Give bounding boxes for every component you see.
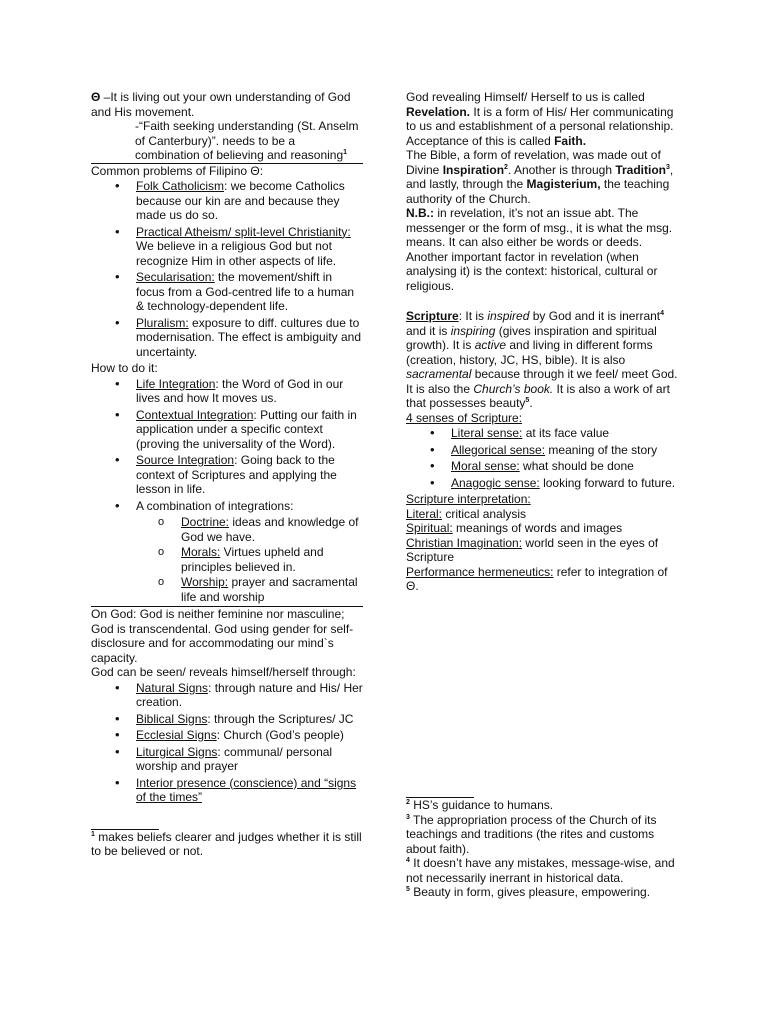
text: . Another is through — [507, 162, 616, 177]
text: It is also a work of art that possesses beauty — [406, 381, 670, 410]
right-column — [406, 90, 678, 594]
list-item — [91, 499, 363, 605]
list-item — [91, 377, 363, 406]
definition: We believe in a religious God but not recognize Him in other aspects of life. — [136, 239, 337, 268]
interp-item — [406, 536, 678, 565]
interp-item — [406, 521, 678, 536]
footnote-ref-3: 3 — [666, 163, 670, 171]
term: Doctrine: — [181, 515, 230, 529]
nb-paragraph — [406, 206, 678, 293]
term: Performance hermeneutics: — [406, 564, 554, 579]
term: Ecclesial Signs — [136, 728, 217, 742]
spacer — [91, 807, 363, 829]
text: the teaching authority of the Church. — [406, 177, 670, 206]
text: God revealing Himself/ Herself to us is called — [406, 90, 645, 104]
definition: : Putting our faith in application under a specific context (proving the universality of the Word). — [136, 407, 357, 451]
combination-label: A combination of integrations: — [136, 498, 294, 513]
on-god-paragraph: On God: God is neither feminine nor masculine; God is transcendental. God using gender for self-disclosure and for accommodating our mind`s capacity. — [91, 607, 354, 665]
term-active: active — [474, 338, 507, 352]
intro-paragraph — [91, 90, 363, 119]
right-footnotes — [406, 797, 678, 900]
sub-item — [136, 515, 363, 544]
list-item — [91, 728, 363, 743]
definition: meaning of the story — [545, 442, 658, 457]
definition: : through nature and His/ Her creation. — [136, 680, 363, 709]
list-item — [406, 426, 678, 441]
interp-heading — [406, 492, 678, 507]
term-revelation: Revelation. — [406, 104, 471, 119]
text: because through it we feel/ meet God. It is also the — [406, 367, 678, 396]
nb-label: N.B.: — [406, 206, 434, 220]
term: Literal sense: — [451, 426, 523, 440]
term: Worship: — [181, 575, 229, 589]
term: Liturgical Signs — [136, 744, 218, 759]
list-item — [91, 453, 363, 497]
footnote-ref-2: 2 — [504, 163, 508, 171]
footnote-1 — [91, 830, 363, 859]
revelation-paragraph — [406, 90, 678, 148]
footnote-number: 5 — [406, 886, 410, 893]
senses-list — [406, 426, 678, 490]
list-item — [91, 179, 363, 223]
quote-text: -“Faith seeking understanding (St. Anselm of Canterbury)”. needs to be a combination of believing and reasoning — [135, 119, 359, 162]
definition: critical analysis — [442, 506, 527, 521]
term: Biblical Signs — [136, 711, 208, 726]
anselm-quote — [91, 119, 363, 164]
text: : It is — [458, 309, 488, 323]
list-item — [91, 225, 363, 269]
definition: ideas and knowledge of God we have. — [181, 515, 359, 544]
definition: world seen in the eyes of Scripture — [406, 535, 659, 564]
term: Contextual Integration — [136, 407, 254, 422]
text: , and lastly, through the — [406, 162, 674, 191]
text: It is a form of His/ Her communicating to us and establishment of a personal relationship. Acceptance of this is called — [406, 104, 674, 148]
sub-item — [136, 545, 363, 574]
list-item — [406, 443, 678, 458]
definition: exposure to diff. cultures due to modernisation. The effect is ambiguity and uncertainty. — [136, 315, 362, 359]
text: . — [529, 396, 533, 410]
term: Pluralism: — [136, 315, 189, 330]
list-item — [91, 408, 363, 452]
scripture-paragraph — [406, 309, 678, 411]
intro-text: –It is living out your own understanding of God and His movement. — [91, 90, 351, 119]
definition: : Church (God’s people) — [216, 728, 344, 742]
term: Spiritual: — [406, 521, 453, 535]
list-item — [91, 745, 363, 774]
list-item — [406, 459, 678, 474]
text: The Bible, a form of revelation, was made out of Divine — [406, 148, 661, 177]
footnote-3 — [406, 813, 678, 857]
footnote-2 — [406, 798, 678, 813]
interp-item — [406, 507, 678, 522]
footnote-number: 2 — [406, 799, 410, 806]
text: (gives inspiration and spiritual growth). It is — [406, 323, 657, 352]
combination-list — [136, 515, 363, 604]
text: in revelation, it’s not an issue abt. The messenger or the form of msg., it is what the msg. means. It can also either be words or deeds. Another important factor in revelation (when analysing it) is the context: historical, cultural or religious. — [406, 206, 673, 293]
list-item — [91, 316, 363, 360]
list-item — [91, 270, 363, 314]
heading-text: 4 senses of Scripture: — [406, 410, 523, 425]
term-faith: Faith. — [554, 133, 587, 148]
term: Interior presence (conscience) and “signs of the times” — [136, 775, 357, 804]
interp-item — [406, 565, 678, 594]
theta-symbol: Θ — [91, 90, 101, 104]
term: Folk Catholicism — [136, 179, 225, 193]
term-tradition: Tradition — [615, 162, 667, 177]
term: Literal: — [406, 506, 443, 521]
text: and it is — [406, 323, 451, 338]
signs-list — [91, 681, 363, 805]
footnote-5 — [406, 885, 678, 900]
footnote-text: Beauty in form, gives pleasure, empowering. — [409, 885, 651, 899]
text: by God and it is inerrant — [529, 309, 661, 323]
list-item — [406, 476, 678, 491]
definition: refer to integration of Θ. — [406, 564, 668, 593]
footnote-number: 4 — [406, 857, 410, 864]
left-column — [91, 90, 363, 859]
spacer — [406, 293, 678, 309]
footnote-number: 1 — [91, 830, 95, 838]
term: Morals: — [181, 545, 221, 559]
term: Life Integration — [136, 376, 216, 391]
heading-text: Scripture interpretation: — [406, 492, 531, 506]
signs-heading: God can be seen/ reveals himself/herself through: — [91, 665, 356, 679]
term: Moral sense: — [451, 459, 520, 473]
definition: at its face value — [522, 426, 610, 440]
problems-list — [91, 179, 363, 359]
footnote-text: makes beliefs clearer and judges whether it is still to be believed or not. — [91, 829, 362, 858]
definition: : Going back to the context of Scriptures and applying the lesson in life. — [136, 453, 337, 496]
definition: meanings of words and images — [452, 521, 623, 535]
term: Secularisation: — [136, 270, 215, 284]
definition: : communal/ personal worship and prayer — [136, 744, 333, 773]
term-inspired: inspired — [487, 309, 530, 323]
term: Allegorical sense: — [451, 442, 546, 457]
footnote-ref-5: 5 — [525, 397, 530, 404]
footnote-ref-1: 1 — [343, 149, 348, 156]
term: Christian Imagination: — [406, 535, 523, 550]
footnote-text: HS’s guidance to humans. — [409, 798, 554, 812]
bible-paragraph — [406, 148, 678, 206]
term: Source Integration — [136, 453, 235, 467]
term-magisterium: Magisterium, — [526, 177, 601, 191]
definition: the movement/shift in focus from a God-centred life to a human & technology-dependent life. — [136, 270, 355, 313]
definition: : through the Scriptures/ JC — [207, 711, 354, 726]
list-item — [91, 712, 363, 727]
footnote-text: The appropriation process of the Church of its teachings and traditions (the rites and customs about faith). — [406, 812, 657, 856]
footnote-ref-4: 4 — [660, 310, 665, 317]
term-inspiring: inspiring — [450, 323, 496, 338]
problems-heading: Common problems of Filipino Θ: — [91, 163, 264, 178]
definition: looking forward to future. — [539, 475, 676, 490]
list-item — [91, 681, 363, 710]
term-inspiration: Inspiration — [442, 162, 505, 177]
howto-list — [91, 377, 363, 608]
sub-item — [136, 575, 363, 604]
definition: : the Word of God in our lives and how It moves us. — [136, 376, 344, 405]
term: Natural Signs — [136, 680, 209, 695]
howto-heading: How to do it: — [91, 361, 158, 375]
term-churchs-book: Church’s book. — [473, 381, 554, 396]
footnote-text: It doesn’t have any mistakes, message-wise, and not necessarily inerrant in historical data. — [406, 856, 675, 885]
text: and living in different forms (creation, history, JC, HS, bible). It is also — [406, 338, 653, 367]
term-sacramental: sacramental — [406, 367, 472, 381]
definition: : we become Catholics because our kin are and because they made us do so. — [136, 179, 345, 222]
footnote-4 — [406, 856, 678, 885]
definition: prayer and sacramental life and worship — [181, 575, 358, 604]
term: Anagogic sense: — [451, 475, 540, 490]
term-scripture: Scripture — [406, 309, 459, 323]
footnote-number: 3 — [406, 813, 410, 821]
term: Practical Atheism/ split-level Christianity: — [136, 224, 351, 239]
senses-heading — [406, 411, 678, 426]
list-item — [91, 776, 363, 805]
definition: what should be done — [519, 459, 634, 473]
definition: Virtues upheld and principles believed in. — [181, 545, 324, 574]
